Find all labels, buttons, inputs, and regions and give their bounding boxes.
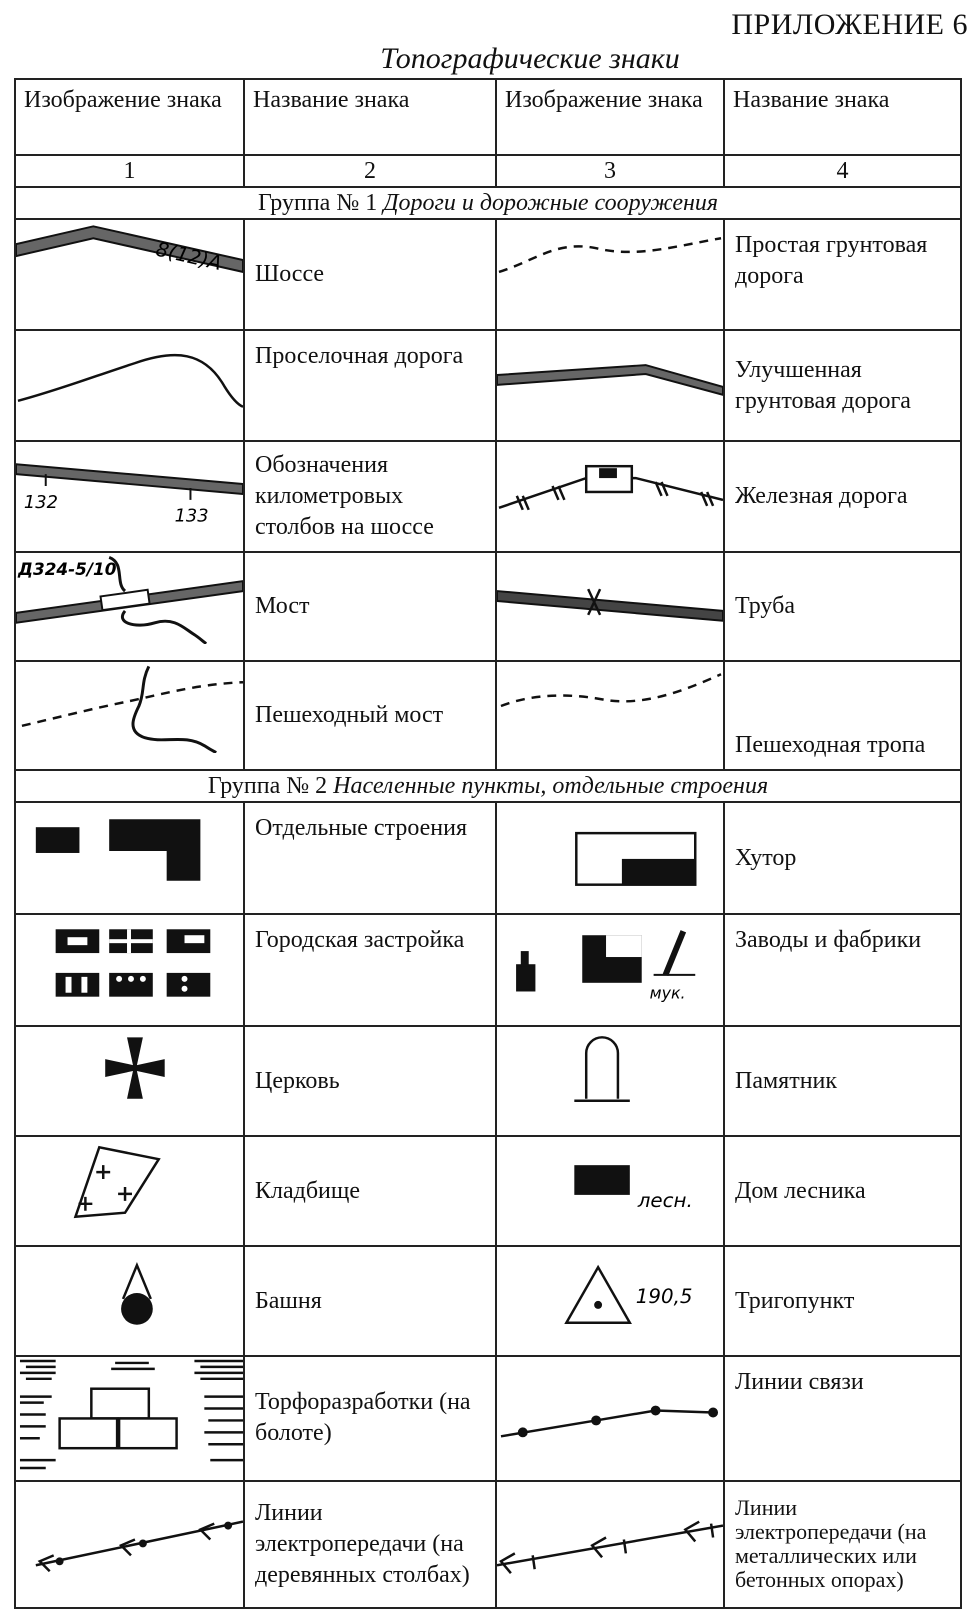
group-row [15, 770, 961, 802]
church-sign [15, 1026, 244, 1136]
sign-name: Памятник [724, 1026, 961, 1136]
urban-blocks-sign [15, 914, 244, 1026]
sign-name: Пешеходная тропа [724, 661, 961, 770]
km-post-label: 133 [174, 505, 209, 527]
sign-name: Железная дорога [724, 441, 961, 552]
sign-name: Пешеходный мост [244, 661, 496, 770]
sign-name: Линии связи [724, 1356, 961, 1481]
culvert-sign [496, 552, 724, 661]
sign-name: Обозначения километровых столбов на шоссе [244, 441, 496, 552]
group-row [15, 187, 961, 219]
table-row [15, 441, 961, 552]
table-row [15, 1136, 961, 1246]
factories-sign [496, 914, 724, 1026]
table-row [15, 330, 961, 441]
buildings-sign [15, 802, 244, 914]
sign-name: Мост [244, 552, 496, 661]
group-name: Дороги и дорожные сооружения [383, 189, 719, 216]
page-title: Топографические знаки [380, 42, 680, 75]
communication-lines-sign [496, 1356, 724, 1481]
number-row [15, 155, 961, 187]
signs-table [14, 78, 962, 1609]
col-number: 3 [496, 155, 724, 187]
sign-name: Торфоразработки (на болоте) [244, 1356, 496, 1481]
sign-name: Отдельные строения [244, 802, 496, 914]
railway-sign [496, 441, 724, 552]
header-row [15, 79, 961, 155]
improved-road-sign [496, 330, 724, 441]
tower-sign [15, 1246, 244, 1356]
cemetery-sign [15, 1136, 244, 1246]
col-number: 1 [15, 155, 244, 187]
col-number: 4 [724, 155, 961, 187]
group-2-heading [15, 770, 961, 802]
forester-label: лесн. [637, 1188, 693, 1212]
sign-name: Заводы и фабрики [724, 914, 961, 1026]
header-col2: Название знака [244, 79, 496, 155]
sign-name: Городская застройка [244, 914, 496, 1026]
elevation-label: 190,5 [635, 1284, 693, 1308]
country-road-sign [15, 330, 244, 441]
group-prefix: Группа № 1 [257, 189, 378, 216]
sign-name: Улучшенная грунтовая дорога [724, 330, 961, 441]
group-1-heading [15, 187, 961, 219]
header-col3: Изображение знака [496, 79, 724, 155]
table-row [15, 1246, 961, 1356]
sign-name: Церковь [244, 1026, 496, 1136]
bridge-spec-label: Д324-5/10 [17, 559, 117, 580]
monument-sign [496, 1026, 724, 1136]
table-row [15, 661, 961, 770]
table-row [15, 552, 961, 661]
sign-name: Проселочная дорога [244, 330, 496, 441]
table-row [15, 802, 961, 914]
dirt-road-sign [496, 219, 724, 330]
table-row [15, 1481, 961, 1608]
sign-name: Кладбище [244, 1136, 496, 1246]
power-line-metal-sign [496, 1481, 724, 1608]
highway-number-label: 8(12)A [153, 237, 224, 276]
sign-name: Шоссе [244, 219, 496, 330]
sign-name: Тригопункт [724, 1246, 961, 1356]
highway-sign [15, 219, 244, 330]
peat-workings-sign [15, 1356, 244, 1481]
km-posts-sign [15, 441, 244, 552]
trig-point-sign [496, 1246, 724, 1356]
appendix-label: ПРИЛОЖЕНИЕ 6 [731, 8, 968, 41]
bridge-sign [15, 552, 244, 661]
sign-name: Труба [724, 552, 961, 661]
mill-label: мук. [649, 983, 686, 1003]
table-row [15, 914, 961, 1026]
sign-name: Дом лесника [724, 1136, 961, 1246]
table-row [15, 1026, 961, 1136]
header-col1: Изображение знака [15, 79, 244, 155]
group-name: Населенные пункты, отдельные строения [333, 772, 769, 799]
footbridge-sign [15, 661, 244, 770]
sign-name: Линии электропередачи (на металлических или бетонных опорах) [724, 1481, 961, 1608]
sign-name: Линии электропередачи (на деревянных столбах) [244, 1481, 496, 1608]
table-row [15, 219, 961, 330]
forester-house-sign [496, 1136, 724, 1246]
power-line-wooden-sign [15, 1481, 244, 1608]
farmstead-sign [496, 802, 724, 914]
sign-name: Простая грунтовая дорога [724, 219, 961, 330]
km-post-label: 132 [23, 491, 58, 513]
footpath-sign [496, 661, 724, 770]
table-row [15, 1356, 961, 1481]
sign-name: Башня [244, 1246, 496, 1356]
header-col4: Название знака [724, 79, 961, 155]
group-prefix: Группа № 2 [207, 772, 328, 799]
sign-name: Хутор [724, 802, 961, 914]
col-number: 2 [244, 155, 496, 187]
